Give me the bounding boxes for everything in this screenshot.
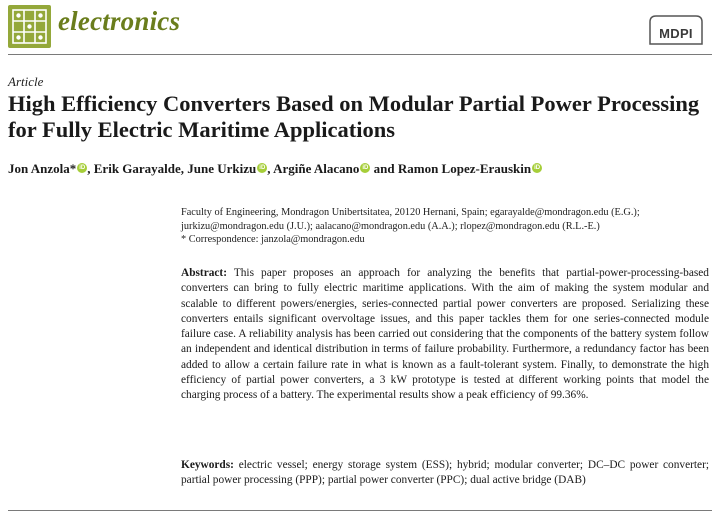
header-divider [8, 54, 712, 55]
orcid-icon[interactable]: iD [259, 165, 266, 171]
correspondence-line: * Correspondence: janzola@mondragon.edu [181, 234, 365, 246]
author-separator: , [87, 161, 94, 176]
keywords-text: electric vessel; energy storage system (ESS); hybrid; modular converter; DC–DC power converter; partial power processing (PPP); partial power converter (PPC); dual active bridge (DAB) [181, 459, 709, 487]
publisher-name: MDPI [659, 26, 693, 41]
affiliation-line: Faculty of Engineering, Mondragon Unibertsitatea, 20120 Hernani, Spain; egarayalde@mondragon.edu (E.G.); [181, 207, 640, 218]
affiliation-block [181, 206, 711, 247]
publisher-logo[interactable] [646, 13, 706, 47]
affiliation-line: jurkizu@mondragon.edu (J.U.); aalacano@mondragon.edu (A.A.); rlopez@mondragon.edu (R.L.-E.) [181, 220, 600, 232]
footer-divider [8, 510, 712, 511]
abstract-label: Abstract: [181, 267, 227, 279]
author-mark: * [69, 161, 77, 176]
author-name[interactable]: Argiñe Alacano [273, 161, 360, 176]
author-separator: , [180, 161, 188, 176]
keywords-section [181, 458, 709, 489]
article-title: High Efficiency Converters Based on Modular Partial Power Processing for Fully Electric Maritime Applications [8, 91, 700, 142]
author-name[interactable]: Ramon Lopez-Erauskin [397, 161, 532, 176]
orcid-icon[interactable]: iD [534, 165, 541, 171]
keywords-label: Keywords: [181, 459, 234, 471]
article-type: Article [8, 74, 44, 89]
orcid-icon[interactable]: iD [362, 165, 369, 171]
author-name[interactable]: Jon Anzola [8, 161, 70, 176]
journal-grid-icon [8, 5, 51, 48]
journal-name[interactable]: electronics [58, 6, 181, 36]
orcid-icon[interactable]: iD [79, 165, 86, 171]
author-list [8, 161, 712, 177]
author-separator: and [370, 161, 398, 176]
abstract-section [181, 266, 709, 404]
author-separator: , [267, 161, 274, 176]
author-name[interactable]: June Urkizu [187, 161, 257, 176]
author-name[interactable]: Erik Garayalde [93, 161, 181, 176]
abstract-text: This paper proposes an approach for analyzing the benefits that partial-power-processing-based converters can bring to fully electric maritime applications. With the aim of making the system modular and scalable to different powers/energies, series-connected partial power converters are proposed. Serializing these converters entails significant overvoltage issues, and this paper tackles them for one series-connected module failure case. A reliability analysis has been carried out considering that the components of the battery system follow an independent and identical distribution in terms of failure probability. Furthermore, a redundancy factor has been added to allow a certain failure rate in what is known as a fault-tolerant system. Finally, to demonstrate the high efficiency of partial power converters, a 3 kW prototype is tested at different working points that model the charging process of a battery. The experimental results show a peak efficiency of 99.36%. [181, 267, 709, 402]
journal-logo-icon [8, 5, 51, 48]
